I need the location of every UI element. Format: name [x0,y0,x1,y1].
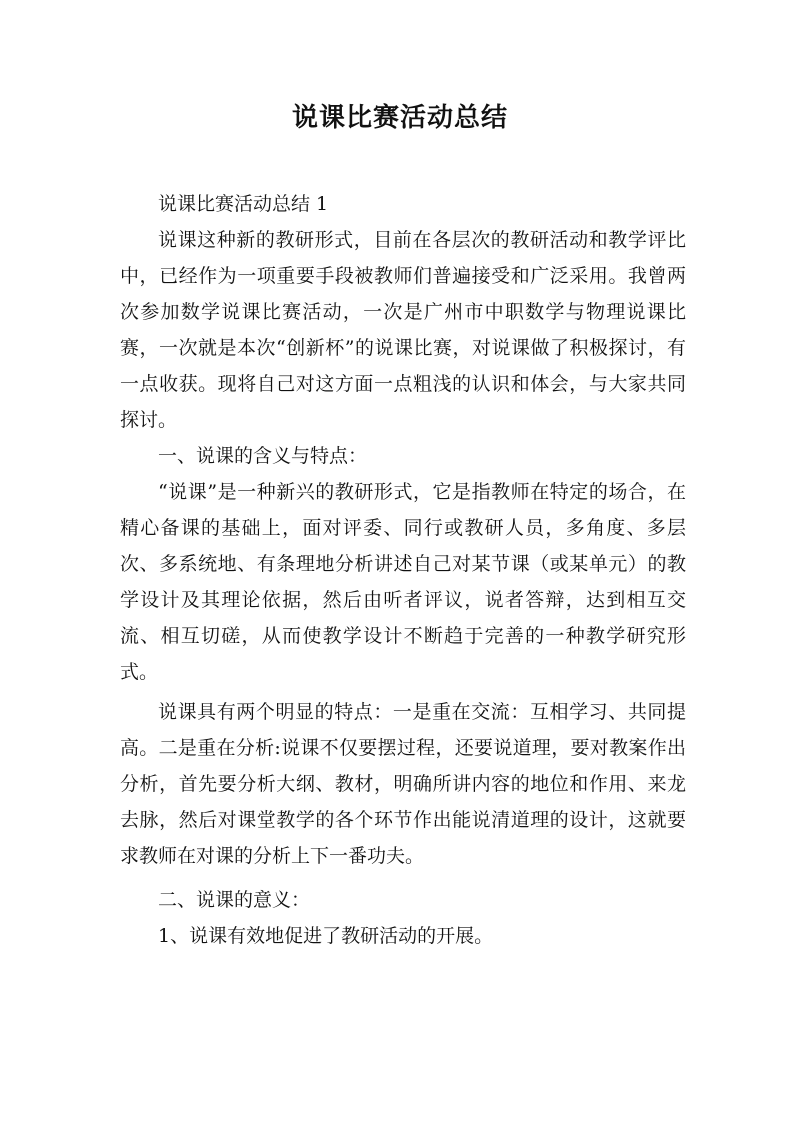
document-body [120,186,686,954]
section-heading-summary-1: 说课比赛活动总结 1 [158,193,329,215]
section-heading-significance: 二、说课的意义： [158,889,311,911]
intro-paragraph: 说课这种新的教研形式，目前在各层次的教研活动和教学评比中，已经作为一项重要手段被教师们普遍接受和广泛采用。我曾两次参加数学说课比赛活动，一次是广州市中职数学与物理说课比赛，一次就是本次“创新杯”的说课比赛，对说课做了积极探讨，有一点收获。现将自己对这方面一点粗浅的认识和体会，与大家共同探讨。 [120,229,686,431]
document-title: 说课比赛活动总结 [291,103,508,133]
definition-paragraph: “说课”是一种新兴的教研形式，它是指教师在特定的场合，在精心备课的基础上，面对评委、同行或教研人员，多角度、多层次、多系统地、有条理地分析讲述自己对某节课（或某单元）的教学设计及其理论依据，然后由听者评议，说者答辩，达到相互交流、相互切磋，从而使教学设计不断趋于完善的一种教学研究形式。 [120,481,686,683]
features-paragraph: 说课具有两个明显的特点：一是重在交流：互相学习、共同提高。二是重在分析:说课不仅要摆过程，还要说道理，要对教案作出分析，首先要分析大纲、教材，明确所讲内容的地位和作用、来龙去脉，然后对课堂教学的各个环节作出能说清道理的设计，这就要求教师在对课的分析上下一番功夫。 [120,701,686,867]
significance-point-1: 1、说课有效地促进了教研活动的开展。 [158,925,494,947]
section-heading-meaning: 一、说课的含义与特点： [158,445,368,467]
